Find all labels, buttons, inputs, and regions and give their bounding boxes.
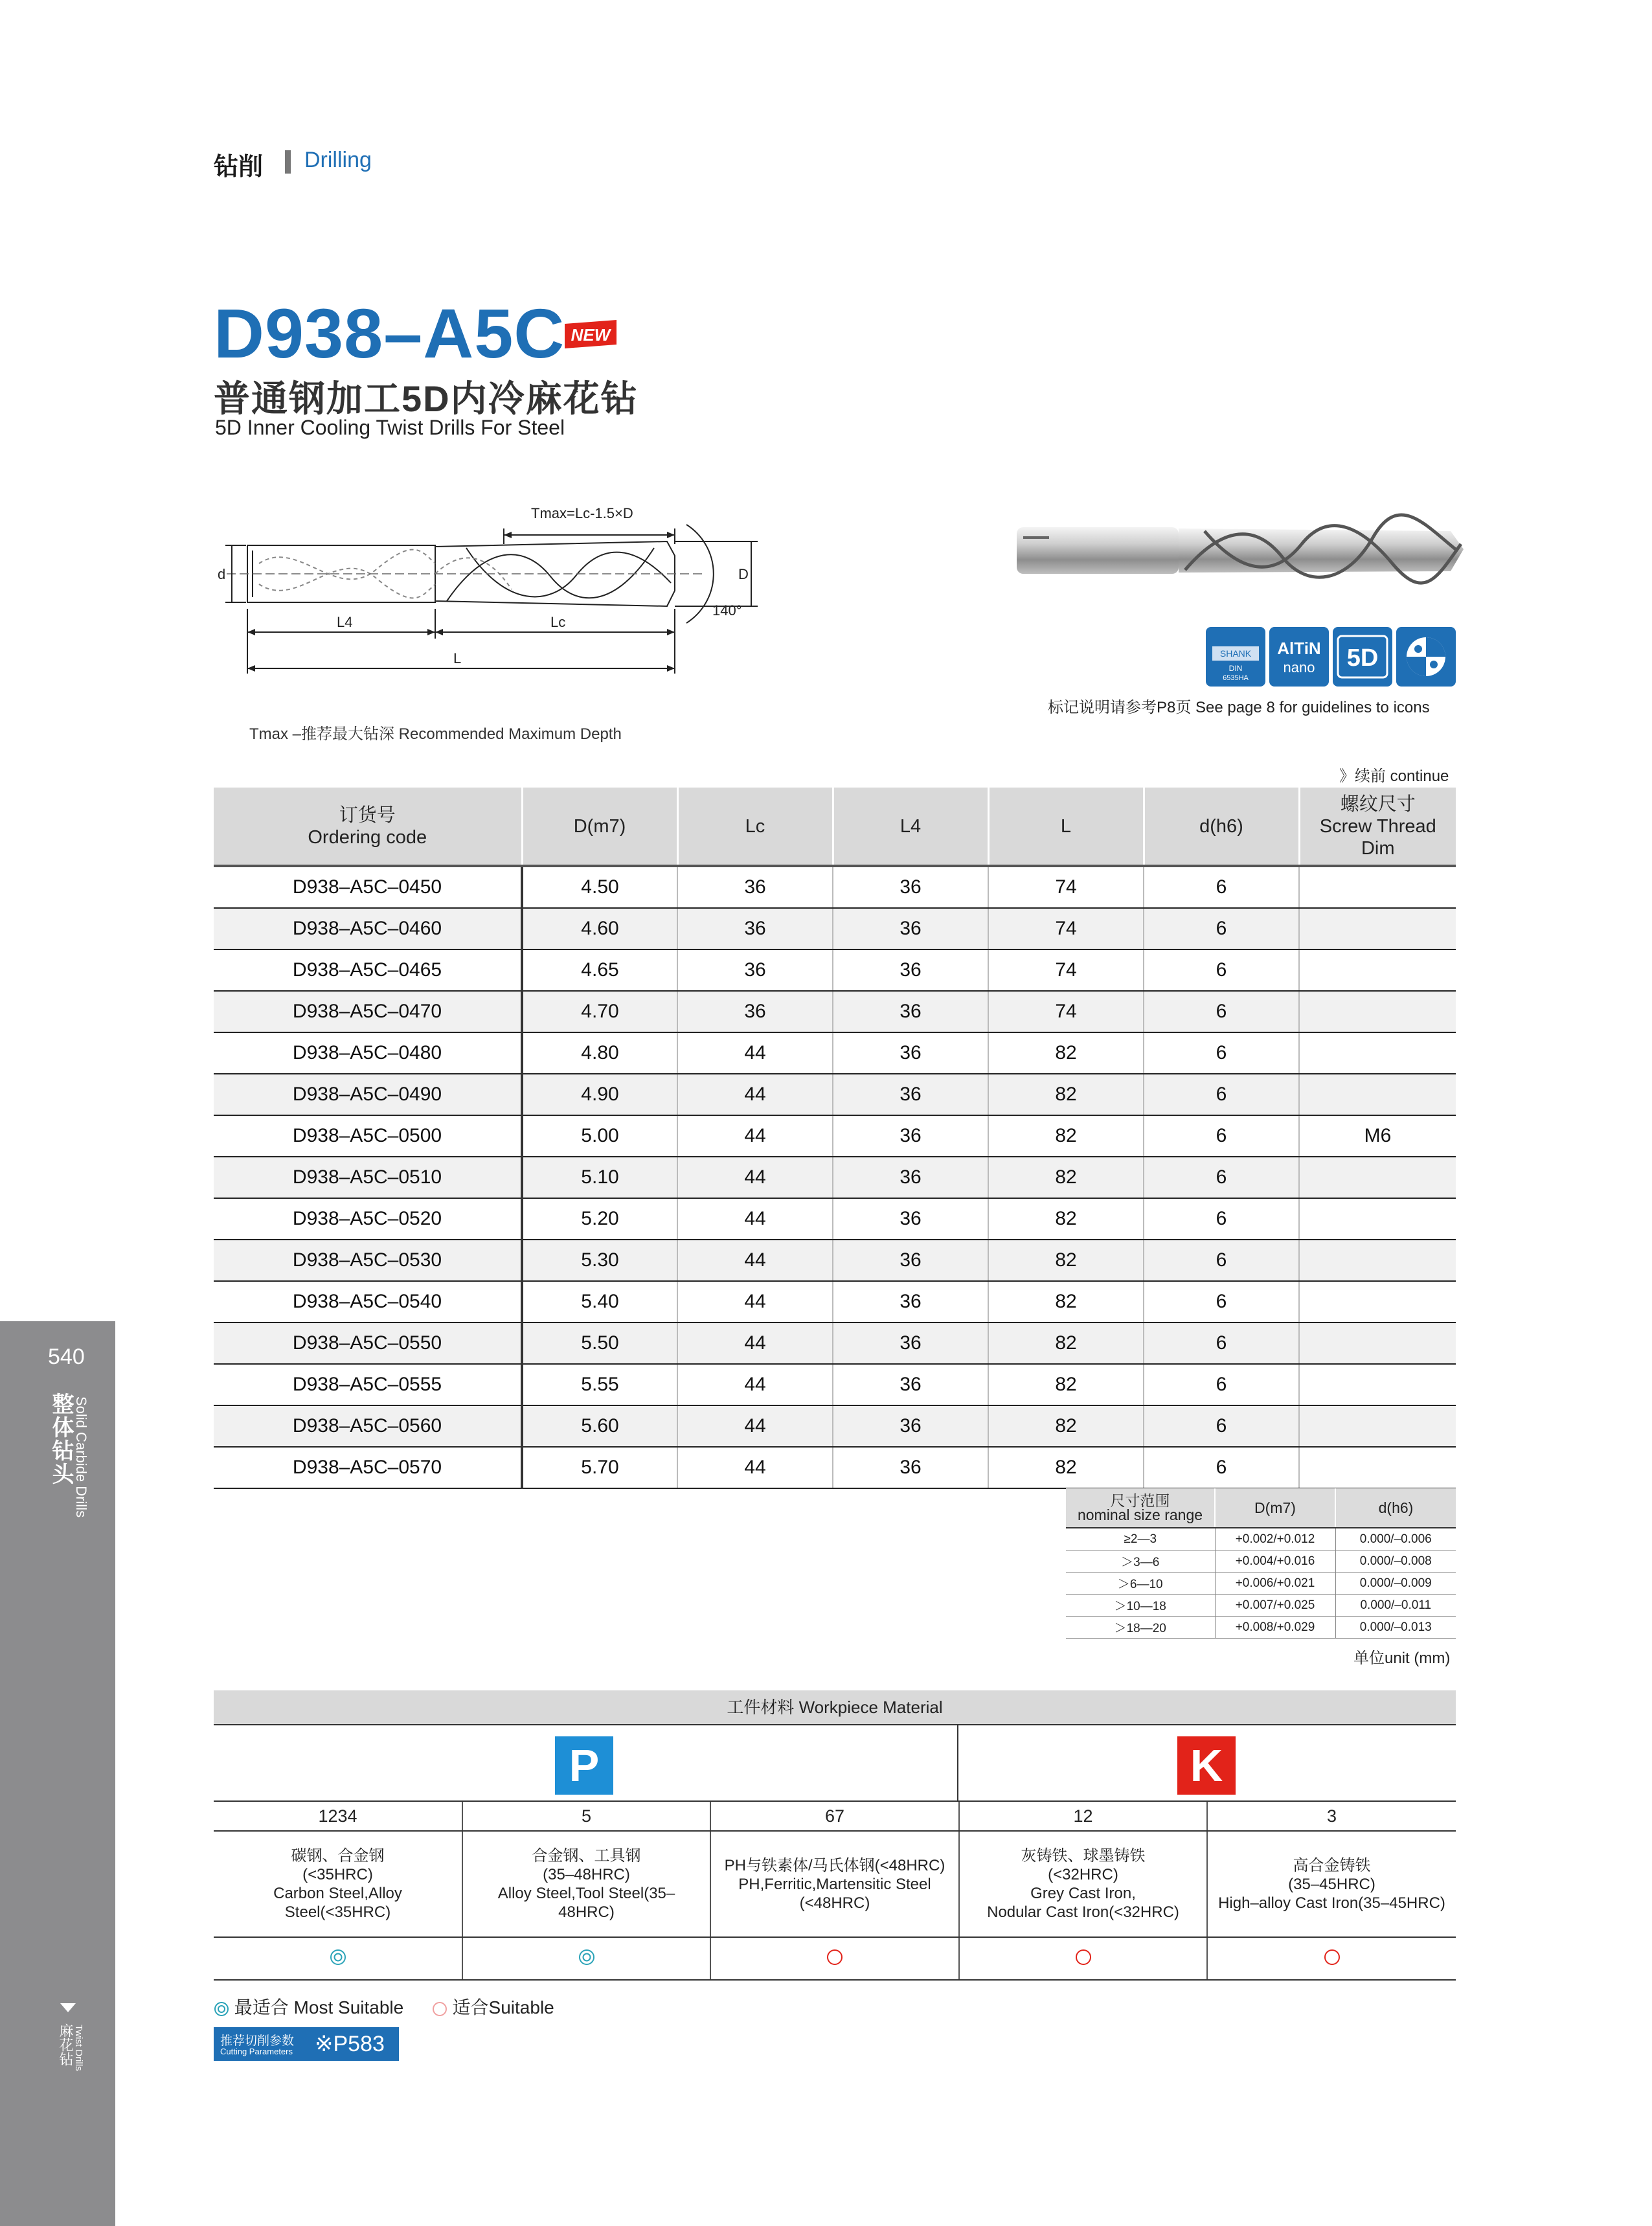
column-header <box>522 788 677 866</box>
drawing-L-label: L <box>453 650 462 666</box>
tolerance-row <box>1066 1528 1456 1550</box>
tolerance-header-en: d(h6) <box>1378 1499 1414 1516</box>
table-cell: 36 <box>677 991 833 1032</box>
table-cell: 82 <box>988 1198 1144 1240</box>
table-cell <box>1299 866 1456 908</box>
table-cell: 36 <box>833 991 988 1032</box>
most-suitable-icon <box>330 1949 346 1966</box>
table-header-row <box>214 788 1456 866</box>
table-cell: 5.60 <box>522 1405 677 1447</box>
drawing-Lc-label: Lc <box>550 614 566 630</box>
material-line: PH与铁素体/马氏体钢(<48HRC) <box>724 1856 945 1874</box>
table-cell: 36 <box>833 1032 988 1074</box>
table-cell: 4.80 <box>522 1032 677 1074</box>
tmax-note: Tmax –推荐最大钻深 Recommended Maximum Depth <box>249 725 622 743</box>
tolerance-cell: 0.000/–0.006 <box>1335 1528 1456 1550</box>
coating-sub: nano <box>1283 659 1315 676</box>
new-badge <box>562 319 619 350</box>
suitable-icon <box>826 1949 843 1966</box>
tolerance-header-en: nominal size range <box>1077 1506 1203 1523</box>
new-badge-text: NEW <box>571 325 611 345</box>
tolerance-header-cn: 尺寸范围 <box>1110 1492 1170 1509</box>
table-cell: 36 <box>833 1240 988 1281</box>
workpiece-group-divider <box>957 1725 958 1800</box>
tolerance-column-header <box>1335 1488 1456 1528</box>
table-cell: 82 <box>988 1447 1144 1488</box>
material-description-row <box>214 1831 1456 1937</box>
continue-label: 》续前 continue <box>1339 767 1449 785</box>
column-header <box>1144 788 1299 866</box>
table-cell: D938–A5C–0510 <box>214 1157 522 1198</box>
tolerance-header-en: D(m7) <box>1254 1499 1296 1516</box>
product-title-en: 5D Inner Cooling Twist Drills For Steel <box>215 416 565 439</box>
table-cell <box>1299 1032 1456 1074</box>
column-header <box>833 788 988 866</box>
table-row <box>214 991 1456 1032</box>
material-group-k-icon: K <box>1177 1736 1236 1795</box>
table-cell: 44 <box>677 1157 833 1198</box>
table-cell: M6 <box>1299 1115 1456 1157</box>
suitable-icon <box>432 2001 447 2017</box>
material-line: Steel(<35HRC) <box>284 1903 391 1921</box>
table-cell: 6 <box>1144 1281 1299 1323</box>
table-cell: 36 <box>677 908 833 949</box>
table-row <box>214 949 1456 991</box>
suitable-icon <box>1075 1949 1092 1966</box>
table-cell: 6 <box>1144 1240 1299 1281</box>
coating-label: AlTiN <box>1277 639 1321 658</box>
column-header-en: Screw Thread Dim <box>1319 815 1436 859</box>
tolerance-cell: ≥2—3 <box>1066 1528 1215 1550</box>
table-cell <box>1299 1281 1456 1323</box>
table-cell: 74 <box>988 908 1144 949</box>
table-cell: 6 <box>1144 1115 1299 1157</box>
table-cell: 36 <box>833 1198 988 1240</box>
material-description <box>959 1831 1207 1937</box>
table-row <box>214 1405 1456 1447</box>
most-suitable-icon <box>578 1949 595 1966</box>
column-header-cn: 订货号 <box>339 804 396 826</box>
material-code: 3 <box>1207 1802 1456 1831</box>
material-line: 高合金铸铁 <box>1293 1856 1371 1874</box>
table-cell: 5.40 <box>522 1281 677 1323</box>
table-cell: 4.60 <box>522 908 677 949</box>
tolerance-cell: +0.006/+0.021 <box>1215 1573 1335 1595</box>
suitability-cell <box>214 1937 462 1980</box>
column-header-en: D(m7) <box>573 815 626 837</box>
table-row <box>214 1198 1456 1240</box>
table-cell: 44 <box>677 1115 833 1157</box>
product-model: D938–A5C <box>214 294 565 372</box>
table-cell <box>1299 1240 1456 1281</box>
table-cell <box>1299 1364 1456 1405</box>
side-category-cn: 整体钻头 <box>49 1392 73 1486</box>
suitability-legend <box>214 1993 554 2019</box>
table-cell: 36 <box>833 1364 988 1405</box>
drawing-angle-label: 140° <box>712 602 742 619</box>
column-header <box>214 788 522 866</box>
table-row <box>214 1323 1456 1364</box>
table-cell: 44 <box>677 1074 833 1115</box>
table-cell <box>1299 1074 1456 1115</box>
table-cell: 6 <box>1144 908 1299 949</box>
table-cell: D938–A5C–0560 <box>214 1405 522 1447</box>
side-subcategory-en: Twist Drills <box>73 2025 84 2071</box>
table-cell: 44 <box>677 1364 833 1405</box>
material-line: Grey Cast Iron, <box>1030 1885 1136 1902</box>
legend-suitable-label: 适合Suitable <box>452 1997 554 2017</box>
table-row <box>214 1032 1456 1074</box>
table-cell: D938–A5C–0520 <box>214 1198 522 1240</box>
column-header-en: L <box>1060 815 1072 837</box>
table-cell: 74 <box>988 949 1144 991</box>
drawing-tmax-label: Tmax=Lc-1.5×D <box>531 505 633 521</box>
unit-note: 单位unit (mm) <box>1353 1650 1451 1667</box>
table-cell: 44 <box>677 1240 833 1281</box>
table-cell: D938–A5C–0480 <box>214 1032 522 1074</box>
drawing-shank <box>247 545 435 602</box>
material-line: Nodular Cast Iron(<32HRC) <box>987 1903 1179 1921</box>
suitability-cell <box>710 1937 959 1980</box>
tolerance-cell: ＞3—6 <box>1066 1550 1215 1573</box>
shank-label: SHANK <box>1219 648 1252 659</box>
table-cell <box>1299 1405 1456 1447</box>
side-subcategory-cn: 麻花钻 <box>58 2023 74 2066</box>
table-cell: 36 <box>833 1281 988 1323</box>
most-suitable-icon <box>214 2001 229 2017</box>
table-cell: 5.00 <box>522 1115 677 1157</box>
material-description <box>710 1831 959 1937</box>
cutting-page-ref: ※P583 <box>315 2032 385 2056</box>
table-row <box>214 1240 1456 1281</box>
column-header-en: Lc <box>745 815 765 837</box>
product-title-cn: 普通钢加工5D内冷麻花钻 <box>214 378 639 419</box>
material-description <box>1207 1831 1456 1937</box>
table-cell <box>1299 1198 1456 1240</box>
tolerance-header-row <box>1066 1488 1456 1528</box>
table-cell: 6 <box>1144 1157 1299 1198</box>
suitability-cell <box>462 1937 710 1980</box>
tolerance-cell: ＞6—10 <box>1066 1573 1215 1595</box>
table-row <box>214 1447 1456 1488</box>
tolerance-cell: 0.000/–0.009 <box>1335 1573 1456 1595</box>
table-row <box>214 1157 1456 1198</box>
table-cell <box>1299 949 1456 991</box>
table-row <box>214 866 1456 908</box>
material-line: (<48HRC) <box>799 1894 870 1912</box>
material-code-row <box>214 1802 1456 1831</box>
section-title-cn: 钻削 <box>214 153 264 181</box>
table-cell <box>1299 991 1456 1032</box>
column-header-en: d(h6) <box>1199 815 1243 837</box>
material-line: 合金钢、工具钢 <box>532 1847 641 1865</box>
table-cell: 36 <box>833 908 988 949</box>
table-cell: D938–A5C–0550 <box>214 1323 522 1364</box>
tolerance-row <box>1066 1573 1456 1595</box>
column-header-en: L4 <box>900 815 922 837</box>
shank-sub: DIN <box>1228 664 1243 673</box>
material-line: Alloy Steel,Tool Steel(35– <box>497 1885 675 1902</box>
tolerance-column-header <box>1066 1488 1215 1528</box>
table-row <box>214 1281 1456 1323</box>
tolerance-cell: ＞10—18 <box>1066 1595 1215 1617</box>
table-row <box>214 1115 1456 1157</box>
table-cell: 36 <box>833 1405 988 1447</box>
column-header <box>988 788 1144 866</box>
table-cell: 82 <box>988 1074 1144 1115</box>
material-group-p-icon: P <box>555 1736 613 1795</box>
cutting-label-en: Cutting Parameters <box>220 2047 293 2056</box>
workpiece-groups <box>214 1725 1456 1802</box>
suitability-cell <box>959 1937 1207 1980</box>
table-cell: D938–A5C–0570 <box>214 1447 522 1488</box>
table-cell: 44 <box>677 1032 833 1074</box>
table-row <box>214 1074 1456 1115</box>
workpiece-title: 工件材料 Workpiece Material <box>214 1690 1456 1725</box>
material-code: 12 <box>959 1802 1207 1831</box>
material-code: 1234 <box>214 1802 462 1831</box>
table-cell: 74 <box>988 991 1144 1032</box>
table-cell: 82 <box>988 1281 1144 1323</box>
drill-technical-drawing <box>214 499 777 687</box>
table-cell: 44 <box>677 1198 833 1240</box>
table-cell: 82 <box>988 1405 1144 1447</box>
tolerance-cell: +0.002/+0.012 <box>1215 1528 1335 1550</box>
tolerance-cell: ＞18—20 <box>1066 1617 1215 1639</box>
table-cell: 5.70 <box>522 1447 677 1488</box>
drawing-L4-label: L4 <box>337 614 353 630</box>
side-triangle-icon <box>60 2003 76 2012</box>
table-cell: 6 <box>1144 1447 1299 1488</box>
table-cell: 4.70 <box>522 991 677 1032</box>
tolerance-cell: 0.000/–0.013 <box>1335 1617 1456 1639</box>
table-cell: 36 <box>833 1323 988 1364</box>
icon-guideline-note: 标记说明请参考P8页 See page 8 for guidelines to icons <box>1048 699 1430 716</box>
table-cell: 82 <box>988 1240 1144 1281</box>
side-category-en: Solid Carbide Drills <box>73 1396 89 1518</box>
table-cell: 4.90 <box>522 1074 677 1115</box>
tolerance-cell: 0.000/–0.008 <box>1335 1550 1456 1573</box>
material-description <box>214 1831 462 1937</box>
tolerance-table <box>1066 1488 1456 1639</box>
material-description <box>462 1831 710 1937</box>
ordering-table <box>214 788 1456 1489</box>
column-header <box>1299 788 1456 866</box>
cutting-label-cn: 推荐切削参数 <box>220 2034 295 2048</box>
tolerance-row <box>1066 1595 1456 1617</box>
table-cell: 5.20 <box>522 1198 677 1240</box>
table-cell: 36 <box>677 949 833 991</box>
feature-icons <box>1206 627 1457 687</box>
tolerance-row <box>1066 1617 1456 1639</box>
table-cell: 36 <box>833 866 988 908</box>
table-cell: 44 <box>677 1405 833 1447</box>
section-separator <box>285 150 291 174</box>
material-line: (35–48HRC) <box>543 1866 630 1883</box>
material-line: 灰铸铁、球墨铸铁 <box>1021 1847 1146 1865</box>
section-title-en: Drilling <box>304 148 372 172</box>
table-cell: 6 <box>1144 1074 1299 1115</box>
table-cell: 6 <box>1144 1032 1299 1074</box>
table-cell: D938–A5C–0465 <box>214 949 522 991</box>
table-cell: 36 <box>833 1447 988 1488</box>
drawing-D-label: D <box>738 566 749 582</box>
table-cell: 82 <box>988 1157 1144 1198</box>
table-cell: 82 <box>988 1364 1144 1405</box>
material-line: High–alloy Cast Iron(35–45HRC) <box>1218 1894 1445 1912</box>
material-code: 67 <box>710 1802 959 1831</box>
table-cell: D938–A5C–0450 <box>214 866 522 908</box>
table-row <box>214 908 1456 949</box>
table-cell: 6 <box>1144 949 1299 991</box>
suitability-row <box>214 1937 1456 1980</box>
table-cell: 6 <box>1144 866 1299 908</box>
table-cell: 44 <box>677 1323 833 1364</box>
workpiece-table <box>214 1802 1456 1981</box>
cutting-parameters-link[interactable] <box>214 2027 399 2061</box>
material-line: (<35HRC) <box>302 1866 373 1883</box>
table-cell: 5.55 <box>522 1364 677 1405</box>
table-cell: 44 <box>677 1447 833 1488</box>
table-cell: 5.10 <box>522 1157 677 1198</box>
material-line: PH,Ferritic,Martensitic Steel <box>738 1875 931 1893</box>
tolerance-cell: +0.008/+0.029 <box>1215 1617 1335 1639</box>
table-cell: D938–A5C–0555 <box>214 1364 522 1405</box>
material-line: 碳钢、合金钢 <box>291 1847 385 1865</box>
table-cell <box>1299 1323 1456 1364</box>
table-cell: 36 <box>833 949 988 991</box>
table-cell: 74 <box>988 866 1144 908</box>
material-line: Carbon Steel,Alloy <box>273 1885 402 1902</box>
table-cell: 4.50 <box>522 866 677 908</box>
table-cell: 82 <box>988 1032 1144 1074</box>
table-cell: 82 <box>988 1115 1144 1157</box>
table-cell: 36 <box>677 866 833 908</box>
table-cell: 36 <box>833 1074 988 1115</box>
table-cell <box>1299 1157 1456 1198</box>
table-cell: 36 <box>833 1157 988 1198</box>
table-cell: 6 <box>1144 991 1299 1032</box>
material-line: (35–45HRC) <box>1288 1875 1375 1893</box>
table-cell: D938–A5C–0460 <box>214 908 522 949</box>
column-header-en: Ordering code <box>308 826 427 848</box>
table-cell: D938–A5C–0540 <box>214 1281 522 1323</box>
table-cell: 44 <box>677 1281 833 1323</box>
tolerance-cell: 0.000/–0.011 <box>1335 1595 1456 1617</box>
table-cell: 6 <box>1144 1364 1299 1405</box>
drawing-d-label: d <box>218 566 226 582</box>
table-cell: 82 <box>988 1323 1144 1364</box>
table-row <box>214 1364 1456 1405</box>
column-header <box>677 788 833 866</box>
suitability-cell <box>1207 1937 1456 1980</box>
table-cell: 36 <box>833 1115 988 1157</box>
tolerance-cell: +0.004/+0.016 <box>1215 1550 1335 1573</box>
legend-most-label: 最适合 Most Suitable <box>234 1997 404 2017</box>
table-cell: D938–A5C–0530 <box>214 1240 522 1281</box>
table-cell: 5.50 <box>522 1323 677 1364</box>
shank-sub2: 6535HA <box>1223 674 1249 682</box>
drill-product-image <box>1010 512 1464 589</box>
tolerance-row <box>1066 1550 1456 1573</box>
depth-label: 5D <box>1346 644 1379 672</box>
table-cell: 6 <box>1144 1405 1299 1447</box>
table-cell: 4.65 <box>522 949 677 991</box>
table-cell: 6 <box>1144 1198 1299 1240</box>
material-code: 5 <box>462 1802 710 1831</box>
table-cell: D938–A5C–0490 <box>214 1074 522 1115</box>
table-cell <box>1299 908 1456 949</box>
column-header-cn: 螺纹尺寸 <box>1340 793 1416 815</box>
material-line: (<32HRC) <box>1048 1866 1118 1883</box>
table-cell <box>1299 1447 1456 1488</box>
suitable-icon <box>1324 1949 1341 1966</box>
tolerance-cell: +0.007/+0.025 <box>1215 1595 1335 1617</box>
page-number: 540 <box>48 1345 85 1369</box>
material-line: 48HRC) <box>558 1903 615 1921</box>
table-cell: 6 <box>1144 1323 1299 1364</box>
table-cell: D938–A5C–0470 <box>214 991 522 1032</box>
tolerance-column-header <box>1215 1488 1335 1528</box>
table-cell: D938–A5C–0500 <box>214 1115 522 1157</box>
table-cell: 5.30 <box>522 1240 677 1281</box>
